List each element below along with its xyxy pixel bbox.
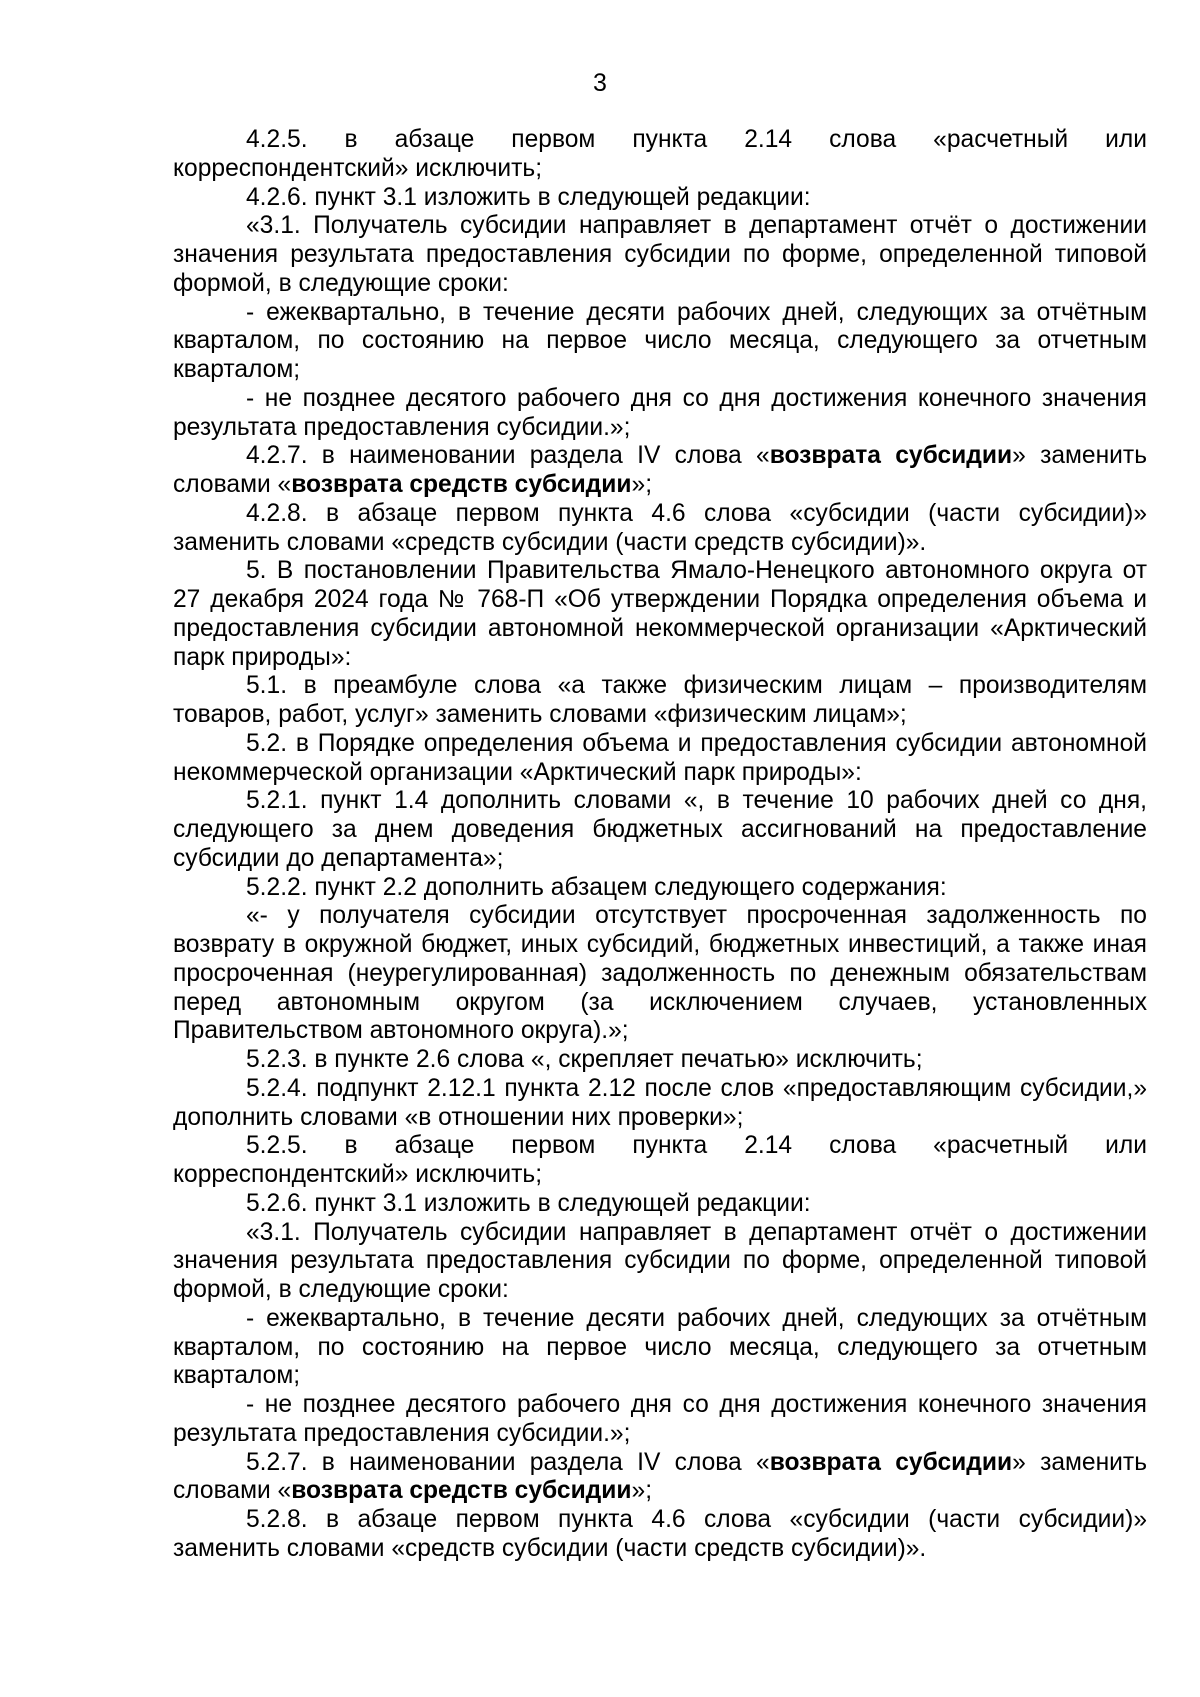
paragraph [173, 902, 1147, 1046]
paragraph [173, 1391, 1147, 1449]
paragraph [173, 500, 1147, 558]
paragraph-text: 5.2.6. пункт 3.1 изложить в следующей редакции: [246, 1189, 811, 1217]
paragraph [173, 1449, 1147, 1507]
paragraph-text: «3.1. Получатель субсидии направляет в департамент отчёт о достижении значения результата предоставления субсидии по форме, определенной типовой формой, в следующие сроки: [173, 1218, 1147, 1303]
paragraph-text: 5.2. в Порядке определения объема и предоставления субсидии автономной некоммерческой организации «Арктический парк природы»: [173, 729, 1147, 786]
paragraph-text: »; [631, 471, 653, 498]
page-number: 3 [593, 69, 607, 97]
paragraph [173, 730, 1147, 788]
paragraph [173, 442, 1147, 500]
paragraph-text: 5.2.5. в абзаце первом пункта 2.14 слова «расчетный или корреспондентский» исключить; [173, 1132, 1147, 1188]
paragraph [173, 874, 1147, 903]
paragraph-text: «3.1. Получатель субсидии направляет в департамент отчёт о достижении значения результата предоставления субсидии по форме, определенной типовой формой, в следующие сроки: [173, 212, 1147, 297]
paragraph [173, 184, 1147, 213]
paragraph [173, 385, 1147, 443]
document-body [173, 126, 1147, 1564]
paragraph [173, 212, 1147, 298]
paragraph [173, 557, 1147, 672]
paragraph [173, 1506, 1147, 1564]
paragraph-text: » заменить словами « [173, 1448, 1148, 1505]
paragraph-text: - не позднее десятого рабочего дня со дня достижения конечного значения результата предоставления субсидии.»; [173, 1391, 1147, 1447]
paragraph-text: 5.2.3. в пункте 2.6 слова «, скрепляет печатью» исключить; [246, 1046, 923, 1073]
paragraph-text: 4.2.5. в абзаце первом пункта 2.14 слова «расчетный или корреспондентский» исключить; [173, 126, 1147, 182]
paragraph-text: »; [631, 1477, 653, 1505]
paragraph-text: 5. В постановлении Правительства Ямало-Ненецкого автономного округа от 27 декабря 2024 года № 768-П «Об утверждении Порядка определения объема и предоставления субсидии автономной некоммерческой организации «Арктический парк природы»: [173, 557, 1147, 671]
paragraph [173, 1075, 1147, 1133]
bold-text: возврата средств субсидии [291, 1477, 632, 1505]
paragraph [173, 299, 1147, 385]
paragraph [173, 1190, 1147, 1219]
paragraph-text: 5.2.4. подпункт 2.12.1 пункта 2.12 после слов «предоставляющим субсидии,» дополнить словами «в отношении них проверки»; [173, 1074, 1147, 1131]
paragraph [173, 787, 1147, 873]
paragraph-text: 5.2.7. в наименовании раздела IV слова « [246, 1448, 770, 1476]
paragraph-text: 4.2.7. в наименовании раздела IV слова « [246, 442, 770, 470]
bold-text: возврата субсидии [769, 1448, 1013, 1476]
paragraph-text: 5.1. в преамбуле слова «а также физическим лицам – производителям товаров, работ, услуг» заменить словами «физическим лицам»; [173, 672, 1147, 728]
paragraph [173, 1046, 1147, 1075]
paragraph-text: 4.2.6. пункт 3.1 изложить в следующей редакции: [246, 183, 811, 211]
paragraph-text: 5.2.2. пункт 2.2 дополнить абзацем следующего содержания: [246, 873, 947, 901]
paragraph-text: 5.2.8. в абзаце первом пункта 4.6 слова «субсидии (части субсидии)» заменить словами «средств субсидии (части средств субсидии)». [173, 1506, 1147, 1562]
paragraph [173, 126, 1147, 184]
bold-text: возврата субсидии [769, 442, 1013, 470]
paragraph-text: - ежеквартально, в течение десяти рабочих дней, следующих за отчётным кварталом, по состоянию на первое число месяца, следующего за отчетным кварталом; [173, 1304, 1147, 1390]
paragraph [173, 1219, 1147, 1305]
paragraph-text: » заменить словами « [173, 442, 1148, 498]
paragraph-text: - ежеквартально, в течение десяти рабочих дней, следующих за отчётным кварталом, по состоянию на первое число месяца, следующего за отчетным кварталом; [173, 298, 1147, 383]
bold-text: возврата средств субсидии [291, 471, 632, 498]
paragraph-text: - не позднее десятого рабочего дня со дня достижения конечного значения результата предоставления субсидии.»; [173, 384, 1147, 441]
paragraph [173, 1132, 1147, 1190]
paragraph-text: 4.2.8. в абзаце первом пункта 4.6 слова «субсидии (части субсидии)» заменить словами «средств субсидии (части средств субсидии)». [173, 499, 1147, 556]
paragraph-text: «- у получателя субсидии отсутствует просроченная задолженность по возврату в окружной бюджет, иных субсидий, бюджетных инвестиций, а также иная просроченная (неурегулированная) задолженность по денежным обязательствам перед автономным округом (за исключением случаев, установленных Правительством автономного округа).»; [173, 902, 1147, 1045]
paragraph [173, 672, 1147, 730]
paragraph-text: 5.2.1. пункт 1.4 дополнить словами «, в течение 10 рабочих дней со дня, следующего за днем доведения бюджетных ассигнований на предоставление субсидии до департамента»; [173, 787, 1147, 872]
paragraph [173, 1305, 1147, 1391]
